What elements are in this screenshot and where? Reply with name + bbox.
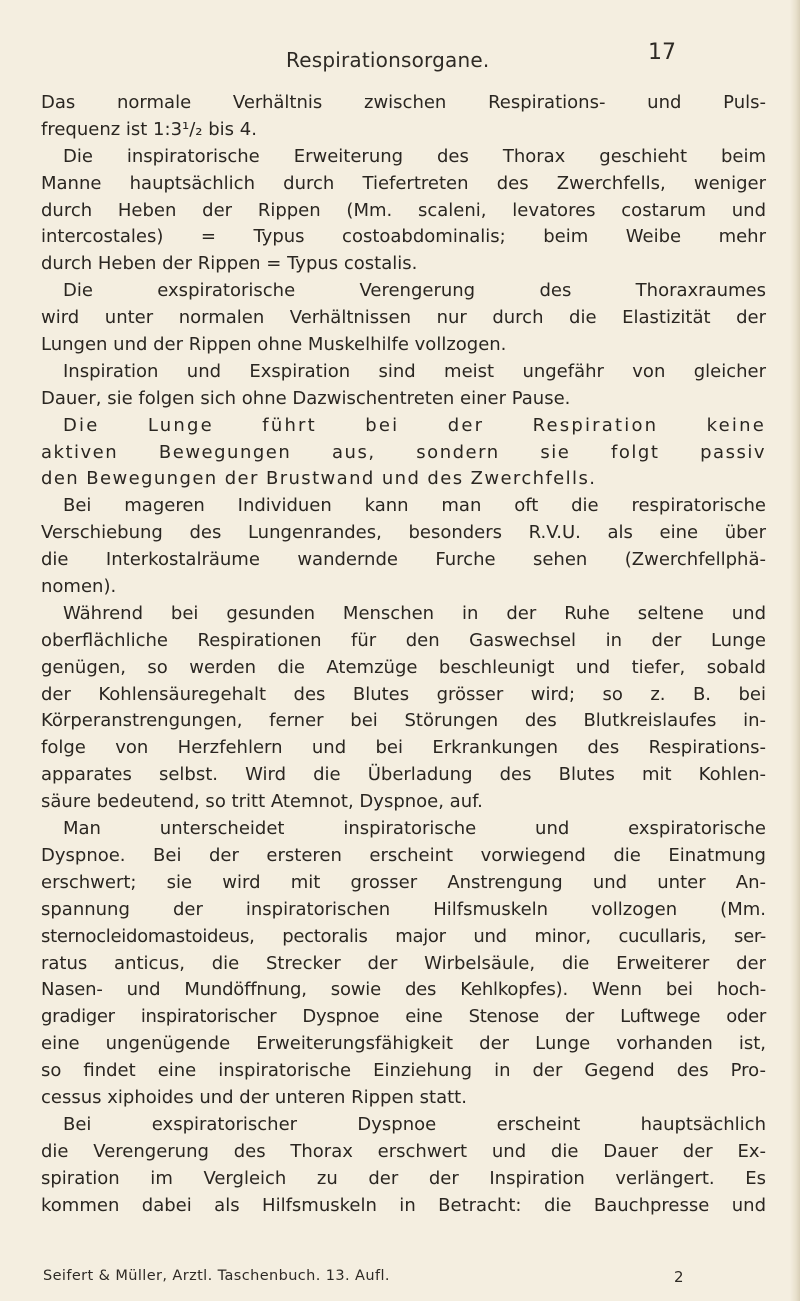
- text-line: ratus anticus, die Strecker der Wirbelsäule, die Erweiterer der: [41, 952, 766, 974]
- text-line: durch Heben der Rippen (Mm. scaleni, levatores costarum und: [41, 199, 766, 221]
- text-line: Bei mageren Individuen kann man oft die respiratorische: [63, 495, 766, 517]
- text-line: genügen, so werden die Atemzüge beschleunigt und tiefer, sobald: [41, 656, 766, 678]
- page-header: [286, 40, 686, 76]
- text-line: intercostales) = Typus costoabdominalis; beim Weibe mehr: [41, 226, 766, 248]
- text-line: nomen).: [41, 576, 117, 598]
- text-line: so findet eine inspiratorische Einziehung in der Gegend des Pro-: [41, 1060, 766, 1082]
- signature-mark: 2: [674, 1268, 684, 1286]
- text-line: erschwert; sie wird mit grosser Anstrengung und unter An-: [41, 871, 766, 893]
- text-line: Dyspnoe. Bei der ersteren erscheint vorwiegend die Einatmung: [41, 844, 766, 866]
- text-line: kommen dabei als Hilfsmuskeln in Betracht: die Bauchpresse und: [41, 1194, 766, 1216]
- text-line: eine ungenügende Erweiterungsfähigkeit der Lunge vorhanden ist,: [41, 1033, 766, 1055]
- text-line: sternocleidomastoideus, pectoralis major und minor, cucullaris, ser-: [41, 925, 766, 947]
- text-line: wird unter normalen Verhältnissen nur durch die Elastizität der: [41, 307, 766, 329]
- page-footer: [43, 1268, 723, 1290]
- text-line: Man unterscheidet inspiratorische und exspiratorische: [63, 818, 766, 840]
- text-line: cessus xiphoides und der unteren Rippen statt.: [41, 1086, 467, 1108]
- running-title: Respirationsorgane.: [286, 48, 490, 72]
- text-line: frequenz ist 1:3¹/₂ bis 4.: [41, 118, 257, 140]
- text-line: apparates selbst. Wird die Überladung des Blutes mit Kohlen-: [41, 764, 766, 786]
- text-line: den Bewegungen der Brustwand und des Zwerchfells.: [41, 468, 597, 490]
- page-number: 17: [648, 40, 676, 65]
- text-line: spiration im Vergleich zu der der Inspiration verlängert. Es: [41, 1167, 766, 1189]
- text-line: spannung der inspiratorischen Hilfsmuskeln vollzogen (Mm.: [41, 898, 766, 920]
- text-line: Manne hauptsächlich durch Tiefertreten des Zwerchfells, weniger: [41, 172, 766, 194]
- footer-credit: Seifert & Müller, Arztl. Taschenbuch. 13. Aufl.: [43, 1268, 390, 1284]
- text-line: oberflächliche Respirationen für den Gaswechsel in der Lunge: [41, 629, 766, 651]
- text-line: durch Heben der Rippen = Typus costalis.: [41, 253, 418, 275]
- text-line: Körperanstrengungen, ferner bei Störungen des Blutkreislaufes in-: [41, 710, 766, 732]
- text-line: Das normale Verhältnis zwischen Respirations- und Puls-: [41, 92, 766, 113]
- text-line: Nasen- und Mundöffnung, sowie des Kehlkopfes). Wenn bei hoch-: [41, 979, 766, 1001]
- text-line: säure bedeutend, so tritt Atemnot, Dyspnoe, auf.: [41, 791, 483, 813]
- body-text: [41, 90, 766, 1219]
- text-line: Bei exspiratorischer Dyspnoe erscheint hauptsächlich: [63, 1113, 766, 1135]
- text-line: die Interkostalräume wandernde Furche sehen (Zwerchfellphä-: [41, 549, 766, 571]
- text-line: Dauer, sie folgen sich ohne Dazwischentreten einer Pause.: [41, 387, 571, 409]
- text-line: die Verengerung des Thorax erschwert und die Dauer der Ex-: [41, 1140, 766, 1162]
- page-edge-shadow: [790, 0, 800, 1301]
- text-line: Inspiration und Exspiration sind meist ungefähr von gleicher: [63, 360, 766, 382]
- text-line: Die exspiratorische Verengerung des Thoraxraumes: [63, 280, 766, 302]
- text-line: Verschiebung des Lungenrandes, besonders R.V.U. als eine über: [41, 522, 766, 544]
- text-line: aktiven Bewegungen aus, sondern sie folgt passiv: [41, 441, 766, 463]
- text-line: Lungen und der Rippen ohne Muskelhilfe vollzogen.: [41, 334, 507, 356]
- text-line: gradiger inspiratorischer Dyspnoe eine Stenose der Luftwege oder: [41, 1006, 766, 1028]
- text-line: der Kohlensäuregehalt des Blutes grösser wird; so z. B. bei: [41, 683, 766, 705]
- text-line: Während bei gesunden Menschen in der Ruhe seltene und: [63, 602, 766, 624]
- text-line: Die inspiratorische Erweiterung des Thorax geschieht beim: [63, 145, 766, 167]
- text-line: Die Lunge führt bei der Respiration keine: [63, 414, 766, 436]
- text-line: folge von Herzfehlern und bei Erkrankungen des Respirations-: [41, 737, 766, 759]
